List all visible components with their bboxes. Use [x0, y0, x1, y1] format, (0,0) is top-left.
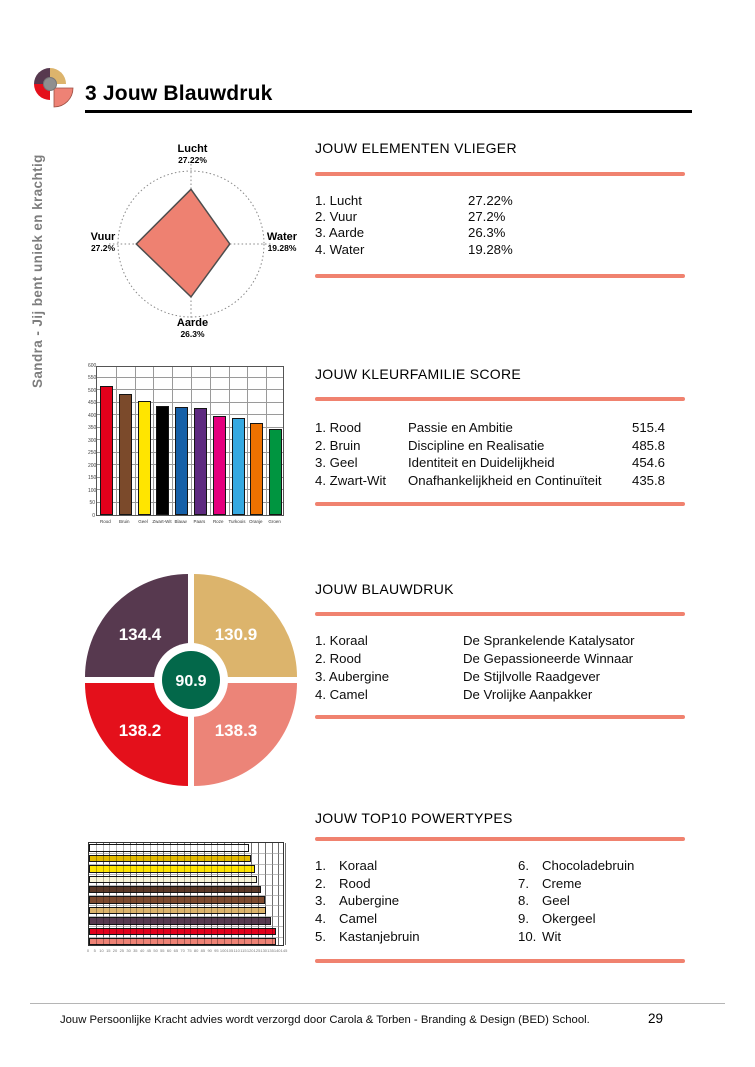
x-axis-tick-label: 140 — [273, 948, 281, 953]
footer-divider — [30, 1003, 725, 1004]
powertype-label: Creme — [542, 875, 582, 891]
gridline — [153, 367, 154, 515]
gridline — [247, 367, 248, 515]
blueprint-color-label: 3. Aubergine — [315, 669, 390, 684]
x-axis-category-label: Zwart-Wit — [152, 519, 172, 524]
gridline-overlay — [265, 843, 266, 945]
list-item — [518, 857, 685, 875]
x-axis-tick-label: 65 — [173, 948, 179, 953]
x-axis-category-label: Blauw — [174, 519, 187, 524]
x-axis-tick-label: 125 — [253, 948, 261, 953]
gridline — [97, 389, 283, 390]
bar — [100, 386, 113, 515]
x-axis-tick-label: 55 — [160, 948, 165, 953]
list-item — [315, 928, 518, 946]
section-top10-powertypes — [315, 810, 685, 963]
x-axis-category-label: Paars — [193, 519, 206, 524]
color-family-score: 485.8 — [631, 437, 665, 453]
gridline-overlay — [96, 843, 97, 945]
blueprint-color-label: 2. Rood — [315, 651, 362, 666]
bar-koraal — [89, 938, 276, 946]
x-axis-tick-label: 20 — [112, 948, 118, 953]
section-divider — [315, 397, 685, 401]
x-axis-tick-label: 35 — [133, 948, 138, 953]
x-axis-tick-label: 90 — [207, 948, 212, 953]
page-title: 3 Jouw Blauwdruk — [85, 82, 273, 105]
powertype-rank: 5. — [315, 928, 326, 944]
gridline-overlay — [197, 843, 198, 945]
color-family-label: 3. Geel — [315, 455, 358, 470]
list-item — [315, 242, 685, 258]
elementen-vlieger-chart — [85, 140, 300, 340]
x-axis-category-label: Turkoois — [228, 519, 246, 524]
element-value: 27.22% — [468, 193, 513, 208]
gridline-overlay — [123, 843, 124, 945]
powertype-label: Wit — [542, 928, 562, 944]
x-axis-tick-label: 45 — [146, 948, 152, 953]
section-heading: JOUW KLEURFAMILIE SCORE — [315, 366, 522, 382]
y-axis-tick-label: 250 — [88, 450, 97, 456]
blueprint-type-desc: De Gepassioneerde Winnaar — [463, 651, 634, 666]
x-axis-category-label: Oranje — [249, 519, 263, 524]
y-axis-tick-label: 300 — [88, 437, 97, 444]
bar — [119, 394, 132, 516]
element-value: 27.2% — [468, 209, 506, 225]
gridline-overlay — [130, 843, 131, 945]
color-family-label: 4. Zwart-Wit — [315, 472, 387, 488]
list-item — [315, 193, 685, 209]
bar — [175, 407, 188, 516]
bar-chocoladebruin — [89, 886, 261, 894]
kleurfamilie-list — [315, 419, 685, 489]
gridline-overlay — [204, 843, 205, 945]
footer-text: Jouw Persoonlijke Kracht advies wordt verzorgd door Carola & Torben - Branding & Design (BED) School. — [60, 1014, 590, 1026]
kite-axis-label: Aarde 26.3% — [176, 317, 209, 339]
element-label: 4. Water — [315, 241, 365, 257]
x-axis-category-label: Bruin — [118, 519, 130, 524]
x-axis-tick-label: 135 — [267, 948, 274, 953]
top10-list-right — [518, 857, 685, 946]
x-axis-tick-label: 25 — [119, 948, 125, 953]
list-item — [518, 928, 685, 946]
x-axis-tick-label: 105 — [226, 948, 234, 953]
top10-list-left — [315, 857, 518, 946]
x-axis-tick-label: 60 — [166, 948, 172, 953]
gridline-overlay — [231, 843, 232, 945]
gridline-overlay — [116, 843, 117, 945]
section-divider — [315, 837, 685, 841]
blueprint-color-label: 1. Koraal — [315, 633, 368, 648]
top10-powertypes-chart — [86, 840, 290, 956]
powertype-rank: 4. — [315, 911, 326, 927]
kite-axis-label: Water 19.28% — [266, 231, 298, 253]
gridline-overlay — [272, 843, 273, 945]
gridline — [97, 377, 283, 378]
list-item — [315, 632, 685, 650]
powertype-label: Koraal — [339, 858, 378, 873]
x-axis-tick-label: 40 — [139, 948, 145, 953]
x-axis-category-label: Geel — [138, 519, 148, 524]
color-family-desc: Discipline en Realisatie — [408, 437, 545, 453]
powertype-label: Rood — [339, 875, 371, 891]
y-axis-tick-label: 200 — [88, 462, 97, 469]
pie-svg — [85, 574, 297, 786]
section-divider — [315, 274, 685, 278]
kite-polygon — [136, 189, 230, 297]
x-axis-tick-label: 95 — [214, 948, 219, 953]
x-axis-tick-label: 50 — [153, 948, 158, 953]
kite-axis-label: Lucht 27.22% — [177, 143, 208, 165]
list-item — [315, 472, 665, 490]
gridline-overlay — [109, 843, 110, 945]
gridline — [266, 367, 267, 515]
y-axis-tick-label: 450 — [88, 400, 97, 406]
pie-slice-value: 130.9 — [214, 625, 258, 644]
gridline-overlay — [184, 843, 185, 945]
x-axis-category-label: Roze — [212, 519, 224, 524]
gridline-overlay — [258, 843, 259, 945]
gridline — [191, 367, 192, 515]
powertype-rank: 2. — [315, 875, 326, 891]
section-heading: JOUW BLAUWDRUK — [315, 581, 454, 597]
section-blauwdruk — [315, 581, 685, 719]
list-item — [315, 437, 665, 455]
gridline-overlay — [278, 843, 279, 945]
powertype-label: Camel — [339, 911, 378, 927]
color-family-label: 2. Bruin — [315, 437, 361, 453]
x-axis-tick-label: 110 — [233, 948, 240, 953]
x-axis-tick-label: 120 — [246, 948, 254, 953]
color-family-score: 454.6 — [631, 455, 665, 470]
section-heading: JOUW ELEMENTEN VLIEGER — [315, 140, 517, 156]
blueprint-type-desc: De Sprankelende Katalysator — [463, 633, 635, 648]
top10-columns — [315, 857, 685, 946]
gridline — [229, 367, 230, 515]
gridline-overlay — [103, 843, 104, 945]
gridline — [172, 367, 173, 515]
x-axis-tick-label: 5 — [93, 948, 96, 953]
hbar-plot-area — [88, 842, 284, 946]
powertype-label: Aubergine — [339, 893, 400, 909]
bar — [250, 423, 263, 516]
powertype-label: Kastanjebruin — [339, 928, 420, 944]
color-family-score: 435.8 — [631, 472, 665, 488]
x-axis-tick-label: 85 — [200, 948, 206, 953]
gridline-overlay — [224, 843, 225, 945]
gridline-overlay — [190, 843, 191, 945]
x-axis-tick-label: 130 — [260, 948, 268, 953]
bar-rood — [89, 928, 276, 936]
element-value: 19.28% — [468, 241, 513, 257]
section-divider — [315, 612, 685, 616]
x-axis-tick-label: 145 — [280, 948, 288, 953]
blueprint-color-label: 4. Camel — [315, 687, 368, 702]
section-divider — [315, 715, 685, 719]
powertype-rank: 3. — [315, 893, 326, 909]
list-item — [518, 892, 685, 910]
list-item — [518, 910, 685, 928]
gridline-overlay — [136, 843, 137, 945]
section-divider — [315, 502, 685, 506]
powertype-label: Chocoladebruin — [542, 858, 635, 873]
x-axis-tick-label: 10 — [99, 948, 104, 953]
y-axis-tick-label: 600 — [88, 362, 97, 369]
color-family-score: 515.4 — [631, 420, 665, 435]
blueprint-type-desc: De Vrolijke Aanpakker — [463, 687, 593, 702]
bar — [232, 418, 245, 515]
gridline-overlay — [217, 843, 218, 945]
x-axis-category-label: Groen — [268, 519, 281, 524]
bar-plot-area — [96, 366, 284, 516]
blauwdruk-pie-chart — [85, 574, 297, 786]
gridline-overlay — [150, 843, 151, 945]
x-axis-tick-label: 15 — [106, 948, 111, 953]
color-family-desc: Passie en Ambitie — [408, 420, 513, 435]
powertype-label: Geel — [542, 893, 570, 909]
bar — [194, 408, 207, 515]
gridline — [210, 367, 211, 515]
elementen-list — [315, 193, 685, 258]
section-divider — [315, 959, 685, 963]
x-axis-category-label: Rood — [100, 519, 111, 524]
powertype-rank: 6. — [518, 858, 529, 873]
x-axis-tick-label: 75 — [187, 948, 192, 953]
y-axis-tick-label: 150 — [88, 475, 97, 481]
blueprint-type-desc: De Stijlvolle Raadgever — [463, 669, 601, 684]
bar — [269, 429, 282, 515]
y-axis-tick-label: 350 — [88, 425, 97, 431]
x-axis-tick-label: 30 — [126, 948, 131, 953]
list-item — [315, 650, 685, 668]
title-underline — [85, 110, 692, 113]
list-item — [315, 686, 685, 704]
pie-slice-value: 138.3 — [214, 721, 258, 740]
list-item — [315, 875, 518, 893]
gridline — [116, 367, 117, 515]
x-axis-tick-label: 70 — [180, 948, 185, 953]
x-axis-tick-label: 0 — [86, 948, 90, 953]
y-axis-tick-label: 500 — [88, 387, 97, 394]
list-item — [315, 419, 665, 437]
list-item — [315, 892, 518, 910]
section-divider — [315, 172, 685, 176]
pie-slice-value: 134.4 — [118, 625, 162, 644]
section-elementen-vlieger — [315, 140, 685, 278]
kite-axis-label: Vuur 27.2% — [90, 231, 116, 253]
gridline-overlay — [177, 843, 178, 945]
powertype-rank: 7. — [518, 875, 529, 891]
gridline-overlay — [244, 843, 245, 945]
section-heading: JOUW TOP10 POWERTYPES — [315, 810, 513, 826]
x-axis-tick-label: 100 — [219, 948, 227, 953]
gridline-overlay — [211, 843, 212, 945]
gridline — [135, 367, 136, 515]
powertype-rank: 9. — [518, 911, 529, 927]
page-number: 29 — [648, 1011, 664, 1026]
powertype-label: Okergeel — [542, 911, 596, 927]
color-family-desc: Identiteit en Duidelijkheid — [408, 455, 555, 470]
list-item — [518, 875, 685, 893]
bar — [213, 416, 226, 515]
gridline-overlay — [285, 843, 286, 945]
list-item — [315, 454, 665, 472]
y-axis-tick-label: 50 — [89, 500, 95, 506]
gridline-overlay — [143, 843, 144, 945]
pie-slice-value: 138.2 — [118, 721, 162, 740]
gridline-overlay — [157, 843, 158, 945]
list-item — [315, 857, 518, 875]
list-item — [315, 225, 685, 241]
pie-center-value: 90.9 — [175, 673, 207, 690]
powertype-rank: 1. — [315, 858, 326, 873]
kleurfamilie-bar-chart — [88, 362, 286, 526]
color-family-desc: Onafhankelijkheid en Continuïteit — [408, 472, 602, 488]
list-item — [315, 668, 685, 686]
blauwdruk-list — [315, 632, 685, 704]
bar — [156, 406, 169, 515]
sidebar-vertical-text: Sandra - Jij bent uniek en krachtig — [30, 154, 45, 388]
element-label: 1. Lucht — [315, 193, 362, 208]
element-value: 26.3% — [468, 225, 506, 241]
y-axis-tick-label: 400 — [88, 412, 97, 419]
list-item — [315, 209, 685, 225]
gridline-overlay — [170, 843, 171, 945]
powertype-rank: 10. — [518, 928, 537, 944]
element-label: 2. Vuur — [315, 209, 358, 225]
gridline-overlay — [238, 843, 239, 945]
color-family-label: 1. Rood — [315, 420, 362, 435]
x-axis-tick-label: 80 — [193, 948, 199, 953]
x-axis-tick-label: 115 — [240, 948, 247, 953]
y-axis-tick-label: 100 — [88, 487, 97, 494]
list-item — [315, 910, 518, 928]
bar-creme — [89, 876, 257, 884]
gridline-overlay — [163, 843, 164, 945]
powertype-rank: 8. — [518, 893, 529, 909]
y-axis-tick-label: 550 — [88, 375, 97, 381]
y-axis-tick-label: 0 — [92, 512, 95, 519]
section-kleurfamilie-score — [315, 366, 685, 506]
element-label: 3. Aarde — [315, 225, 365, 241]
gridline-overlay — [251, 843, 252, 945]
bar — [138, 401, 151, 515]
